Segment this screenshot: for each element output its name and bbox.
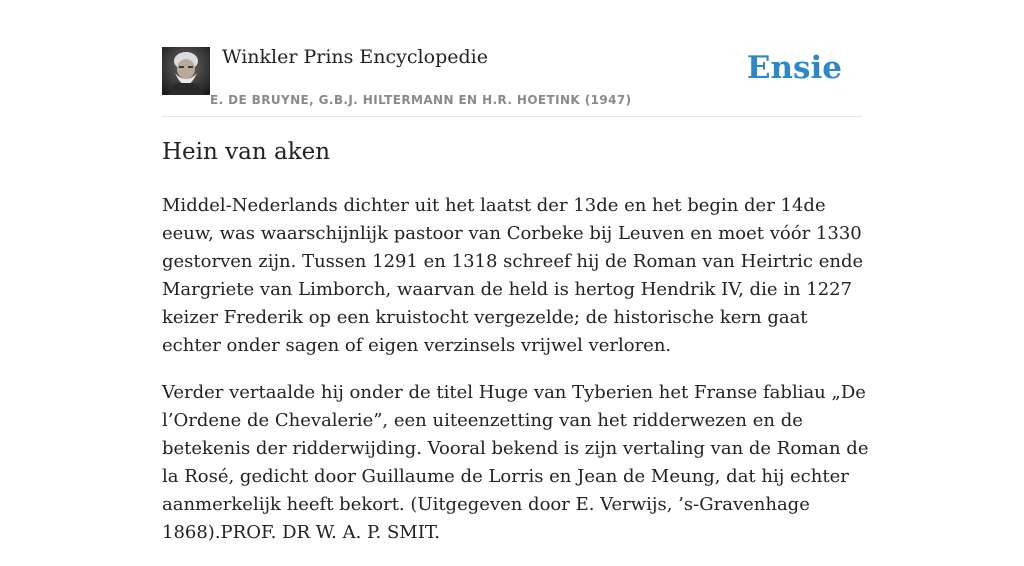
source-title[interactable]: Winkler Prins Encyclopedie [222, 46, 488, 68]
ensie-logo-link[interactable]: Ensie [746, 50, 842, 86]
article-paragraph-2: Verder vertaalde hij onder de titel Huge van Tyberien het Franse fabliau „De l’Ordene de Chevalerie”, een uiteenzetting van het ridderwezen en de betekenis der ridderwijding. Vooral bekend is zijn vertaling van de Roman de la Rosé, gedicht door Guillaume de Lorris en Jean de Meung, dat hij echter aanmerkelijk heeft bekort. (Uitgegeven door E. Verwijs, ’s-Gravenhage 1868).PROF. DR W. A. P. SMIT. [162, 382, 869, 543]
article-body [162, 192, 872, 566]
article-title: Hein van aken [162, 139, 331, 165]
author-portrait-icon [162, 47, 210, 95]
source-header [162, 46, 862, 117]
author-avatar[interactable] [162, 47, 210, 95]
source-authors: E. DE BRUYNE, G.B.J. HILTERMANN EN H.R. HOETINK (1947) [210, 93, 632, 107]
article-paragraph-1: Middel-Nederlands dichter uit het laatst der 13de en het begin der 14de eeuw, was waarschijnlijk pastoor van Corbeke bij Leuven en moet vóór 1330 gestorven zijn. Tussen 1291 en 1318 schreef hij de Roman van Heirtric ende Margriete van Limborch, waarvan de held is hertog Hendrik IV, die in 1227 keizer Frederik op een kruistocht vergezelde; de historische kern gaat echter onder sagen of eigen verzinsels vrijwel verloren. [162, 195, 864, 356]
